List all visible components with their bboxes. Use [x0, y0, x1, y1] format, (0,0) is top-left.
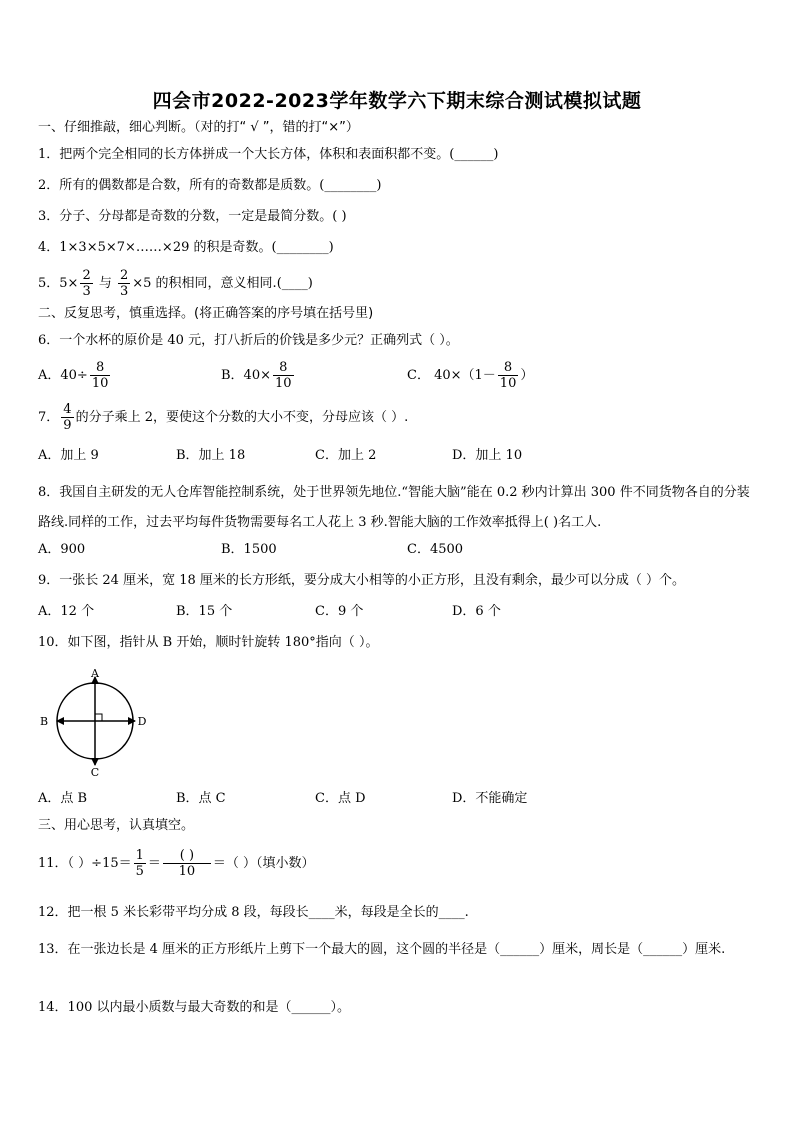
q6-option-b: [221, 360, 296, 391]
q10-option-b: B．点 C: [176, 791, 226, 806]
question-13: 13．在一张边长是 4 厘米的正方形纸片上剪下一个最大的圆，这个圆的半径是（______）厘米，周长是（______）厘米.: [38, 942, 726, 957]
q6-c-denominator: 10: [499, 376, 517, 391]
q7-fraction: [61, 402, 73, 433]
q6-c-suffix: ）: [520, 368, 534, 383]
q7-option-d: D．加上 10: [452, 448, 523, 463]
q11-denominator-2: 10: [178, 864, 196, 879]
q10-option-c: C．点 D: [315, 791, 366, 806]
question-10-stem: 10．如下图，指针从 B 开始，顺时针旋转 180°指向（ ）。: [38, 635, 379, 650]
q9-option-c: C．9 个: [315, 604, 364, 619]
q7-stem-text: 的分子乘上 2，要使这个分数的大小不变，分母应该（ ）.: [75, 410, 409, 425]
question-3: 3．分子、分母都是奇数的分数，一定是最简分数。( ): [38, 209, 347, 224]
q11-blank-numerator: ( ): [163, 848, 211, 864]
q6-a-denominator: 10: [91, 376, 109, 391]
q8-option-c: C．4500: [407, 542, 464, 557]
q11-denominator: 5: [135, 864, 144, 879]
q6-b-prefix: B．40×: [221, 368, 271, 383]
q5-frac2-numerator: 2: [119, 268, 129, 283]
section-1-heading: 一、仔细推敲，细心判断。（对的打“ √ ”，错的打“×”）: [38, 120, 359, 135]
q7-option-b: B．加上 18: [176, 448, 246, 463]
q9-option-d: D．6 个: [452, 604, 501, 619]
q11-numerator: 1: [135, 848, 144, 863]
q6-b-fraction: [273, 360, 294, 391]
q9-option-b: B．15 个: [176, 604, 233, 619]
q6-a-fraction: [90, 360, 111, 391]
q7-denominator: 9: [63, 418, 72, 433]
q7-option-c: C．加上 2: [315, 448, 377, 463]
question-9-options: [38, 603, 758, 623]
q8-option-a: A．900: [38, 542, 86, 557]
label-a: A: [91, 668, 99, 680]
question-6-stem: 6．一个水杯的原价是 40 元，打八折后的价钱是多少元？正确列式（ ）。: [38, 333, 459, 348]
q5-mid: 与: [94, 276, 116, 291]
q6-c-fraction: [498, 360, 519, 391]
question-12: 12．把一根 5 米长彩带平均分成 8 段，每段长____米，每段是全长的____.: [38, 905, 469, 920]
q5-fraction-1: [80, 268, 92, 299]
label-c: C: [90, 766, 100, 778]
question-14: 14．100 以内最小质数与最大奇数的和是（______）。: [38, 1000, 350, 1015]
q10-option-d: D．不能确定: [452, 791, 528, 806]
q7-number: 7．: [38, 410, 60, 425]
question-8-options: [38, 541, 758, 561]
section-3-heading: 三、用心思考，认真填空。: [38, 818, 195, 833]
label-b: B: [39, 715, 49, 728]
q7-option-a: A．加上 9: [38, 448, 99, 463]
q5-prefix: 5．5×: [38, 276, 79, 291]
q6-b-denominator: 10: [275, 376, 292, 391]
q6-b-numerator: 8: [273, 360, 294, 376]
q11-fraction-2: [163, 848, 211, 879]
q11-fraction-1: [134, 848, 146, 879]
compass-diagram: [38, 668, 148, 778]
q5-fraction-2: [118, 268, 130, 299]
question-8-stem: 8．我国自主研发的无人仓库智能控制系统，处于世界领先地位.“智能大脑”能在 0.2 秒内计算出 300 件不同货物各自的分装路线.同样的工作，过去平均每件货物需要每名工人花上 3 秒.智能大脑的工作效率抵得上( )名工人.: [38, 485, 750, 530]
question-5: [38, 268, 313, 299]
q6-c-prefix: C． 40×（1－: [407, 368, 496, 383]
question-7-stem: [38, 402, 408, 433]
q11-equals: ＝: [147, 856, 161, 871]
right-angle-mark-icon: [95, 714, 102, 721]
q10-option-a: A．点 B: [38, 791, 88, 806]
q9-option-a: A．12 个: [38, 604, 95, 619]
q6-option-a: [38, 360, 112, 391]
q5-frac1-denominator: 3: [82, 284, 91, 299]
q6-a-prefix: A．40÷: [38, 368, 88, 383]
q11-prefix: 11．（ ）÷15＝: [38, 856, 132, 871]
question-7-options: [38, 447, 758, 467]
q8-option-b: B．1500: [221, 542, 277, 557]
question-4: 4．1×3×5×7×……×29 的积是奇数。(________): [38, 240, 334, 255]
page-title: 四会市2022-2023学年数学六下期末综合测试模拟试题: [152, 90, 642, 112]
question-9-stem: 9．一张长 24 厘米，宽 18 厘米的长方形纸，要分成大小相等的小正方形，且没有剩余，最少可以分成（ ）个。: [38, 573, 686, 588]
question-10-options: [38, 790, 758, 810]
arrow-right-icon: [128, 717, 136, 725]
q6-option-c: [407, 360, 533, 391]
section-2-heading: 二、反复思考，慎重选择。(将正确答案的序号填在括号里): [38, 306, 374, 321]
question-2: 2．所有的偶数都是合数，所有的奇数都是质数。(________): [38, 178, 382, 193]
q5-frac2-denominator: 3: [119, 284, 129, 299]
question-6-options: [38, 360, 758, 394]
q5-suffix: ×5 的积相同，意义相同.(____): [132, 276, 313, 291]
q6-c-numerator: 8: [498, 360, 519, 376]
label-d: D: [137, 715, 147, 728]
question-11: [38, 848, 315, 879]
q7-numerator: 4: [63, 402, 72, 417]
q11-suffix: ＝（ ）（填小数）: [212, 856, 315, 871]
q6-a-numerator: 8: [90, 360, 111, 376]
q5-frac1-numerator: 2: [82, 268, 91, 283]
question-1: 1．把两个完全相同的长方体拼成一个大长方体，体积和表面积都不变。(______): [38, 147, 499, 162]
arrow-down-icon: [91, 758, 99, 766]
